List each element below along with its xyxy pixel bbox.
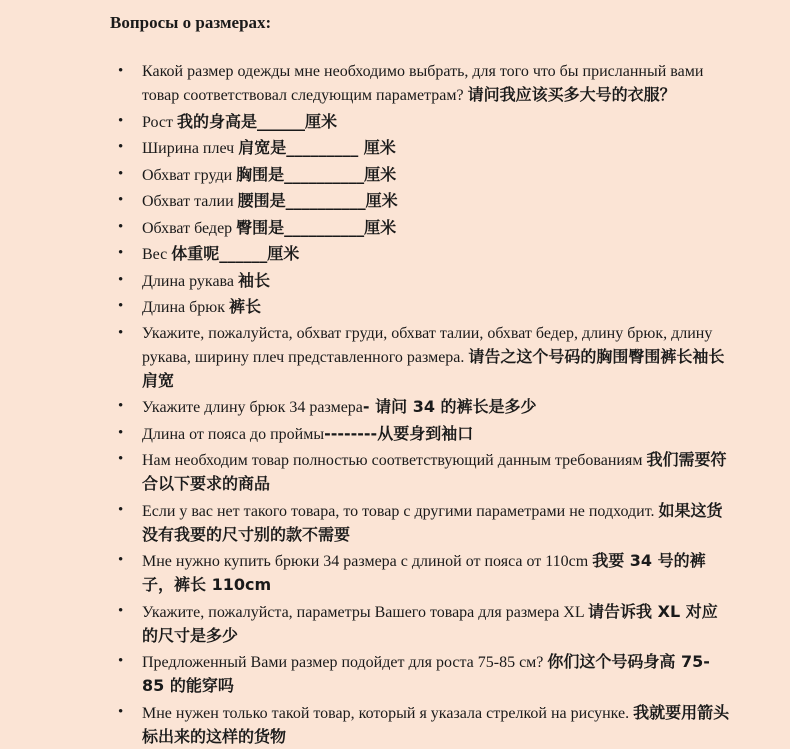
- item-text-zh: --------从要身到袖口: [324, 423, 474, 443]
- list-item: [142, 448, 730, 496]
- item-text-zh: 你们这个号码身高 75-85 的能穿吗: [142, 652, 710, 695]
- item-text-zh: 请告之这个号码的胸围臀围裤长袖长肩宽: [142, 346, 725, 390]
- item-text-zh: 我要 34 号的裤子，裤长 110cm: [142, 551, 706, 594]
- item-text-ru: Укажите, пожалуйста, параметры Вашего товара для размера XL: [142, 603, 589, 621]
- list-item: [142, 163, 730, 187]
- item-text-zh: 体重呢______厘米: [171, 244, 300, 263]
- item-text-ru: Мне нужно купить брюки 34 размера с длиной от пояса от 110cm: [142, 553, 593, 570]
- item-text-ru: Обхват талии: [142, 193, 238, 210]
- item-text-zh: 袖长: [238, 270, 271, 290]
- item-text-zh: 裤长: [229, 297, 262, 316]
- item-text-zh: 臀围是__________厘米: [236, 217, 397, 237]
- section-heading: Вопросы о размерах:: [110, 13, 272, 32]
- list-item: [142, 395, 730, 419]
- item-text-ru: Длина рукава: [142, 272, 238, 290]
- item-text-zh: 肩宽是_________ 厘米: [238, 138, 396, 157]
- item-text-zh: 如果这货没有我要的尺寸别的款不需要: [142, 500, 723, 544]
- item-text-ru: Длина брюк: [142, 299, 229, 316]
- list-item: [142, 600, 730, 648]
- item-text-ru: Длина от пояса до проймы: [142, 425, 325, 443]
- item-text-zh: 腰围是__________厘米: [237, 191, 398, 210]
- item-text-zh: 请问我应该买多大号的衣服？: [467, 85, 676, 104]
- list-item: [142, 322, 730, 393]
- list-item: [142, 216, 730, 240]
- list-item: [142, 701, 730, 749]
- item-text-ru: Какой размер одежды мне необходимо выбрать, для того что бы присланный вами товар соответствовал следующим параметрам?: [142, 63, 704, 104]
- list-item: [142, 189, 730, 213]
- list-item: [142, 422, 730, 446]
- item-text-ru: Нам необходим товар полностью соответствующий данным требованиям: [142, 452, 647, 469]
- list-item: [142, 650, 730, 698]
- item-text-ru: Ширина плеч: [142, 140, 239, 157]
- item-text-zh: 我的身高是______厘米: [177, 111, 338, 131]
- item-text-ru: Если у вас нет такого товара, то товар с другими параметрами не подходит.: [142, 502, 659, 520]
- item-text-ru: Мне нужен только такой товар, который я указала стрелкой на рисунке.: [142, 704, 634, 722]
- item-text-ru: Вес: [142, 246, 172, 263]
- size-questions-list: [110, 60, 730, 749]
- item-text-zh: 请告诉我 XL 对应的尺寸是多少: [142, 601, 718, 645]
- list-item: [142, 549, 730, 597]
- list-item: [142, 136, 730, 160]
- item-text-ru: Рост: [142, 113, 177, 131]
- list-item: [142, 60, 730, 107]
- item-text-ru: Укажите длину брюк 34 размера: [142, 399, 363, 416]
- item-text-zh: 胸围是__________厘米: [236, 164, 397, 184]
- item-text-ru: Предложенный Вами размер подойдет для роста 75-85 см?: [142, 654, 548, 671]
- list-item: [142, 242, 730, 266]
- item-text-ru: Укажите, пожалуйста, обхват груди, обхват талии, обхват бедер, длину брюк, длину рукава, ширину плеч представленного размера.: [142, 324, 713, 366]
- list-item: [142, 110, 730, 134]
- item-text-zh: 我就要用箭头标出来的这样的货物: [142, 702, 730, 746]
- item-text-zh: - 请问 34 的裤长是多少: [362, 397, 537, 416]
- list-item: [142, 295, 730, 319]
- item-text-ru: Обхват бедер: [142, 219, 237, 237]
- item-text-ru: Обхват груди: [142, 166, 237, 184]
- list-item: [142, 499, 730, 547]
- item-text-zh: 我们需要符合以下要求的商品: [142, 450, 727, 493]
- list-item: [142, 269, 730, 293]
